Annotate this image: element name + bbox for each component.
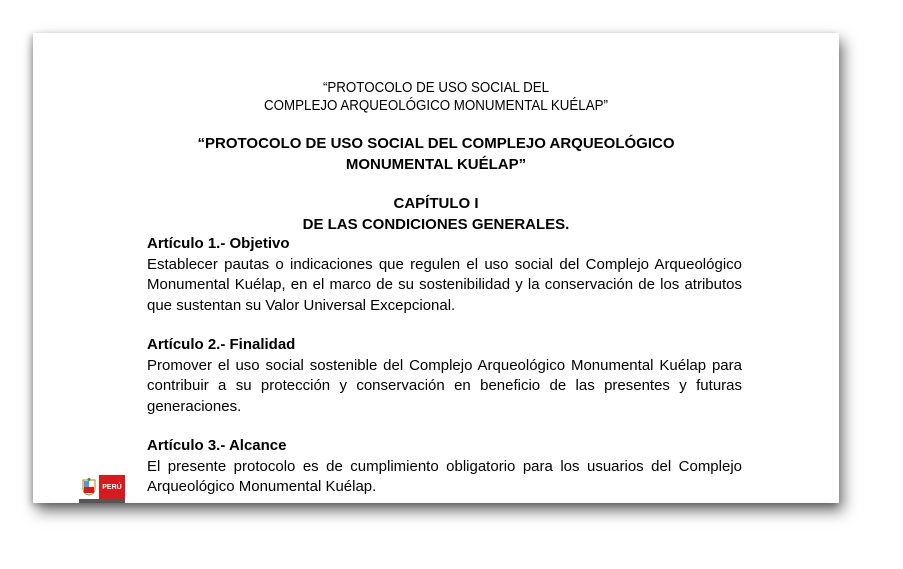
chapter-heading [33,193,839,235]
coat-of-arms-icon [79,475,99,499]
article-1 [147,234,742,316]
article-title: Artículo 2.- Finalidad [147,336,296,353]
document-title-line-1: “PROTOCOLO DE USO SOCIAL DEL COMPLEJO ARQUEOLÓGICO [197,135,675,152]
document-title [33,133,839,175]
article-3 [147,436,742,498]
articles-section [147,234,742,503]
article-text: El presente protocolo es de cumplimiento obligatorio para los usuarios del Complejo Arqueológico Monumental Kuélap. [147,457,742,495]
header-line-1: “PROTOCOLO DE USO SOCIAL DEL [322,80,550,96]
header-line-2: COMPLEJO ARQUEOLÓGICO MONUMENTAL KUÉLAP” [264,98,608,114]
peru-logo [79,475,125,499]
article-2 [147,335,742,417]
article-text: Establecer pautas o indicaciones que regulen el uso social del Complejo Arqueológico Monumental Kuélap, en el marco de su sostenibilidad y la conservación de los atributos que sustentan su Valor Universal Excepcional. [147,255,742,314]
article-text: Promover el uso social sostenible del Complejo Arqueológico Monumental Kuélap para contribuir a su protección y conservación en beneficio de las presentes y futuras generaciones. [147,356,742,415]
chapter-title: DE LAS CONDICIONES GENERALES. [302,216,570,233]
document-page [33,33,839,503]
page-header [33,79,839,115]
article-title: Artículo 3.- Alcance [147,437,287,454]
document-title-line-2: MONUMENTAL KUÉLAP” [345,156,527,173]
chapter-number: CAPÍTULO I [393,195,479,212]
article-title: Artículo 1.- Objetivo [147,235,290,252]
logo-underline [79,499,125,503]
peru-label: PERÚ [99,475,125,499]
